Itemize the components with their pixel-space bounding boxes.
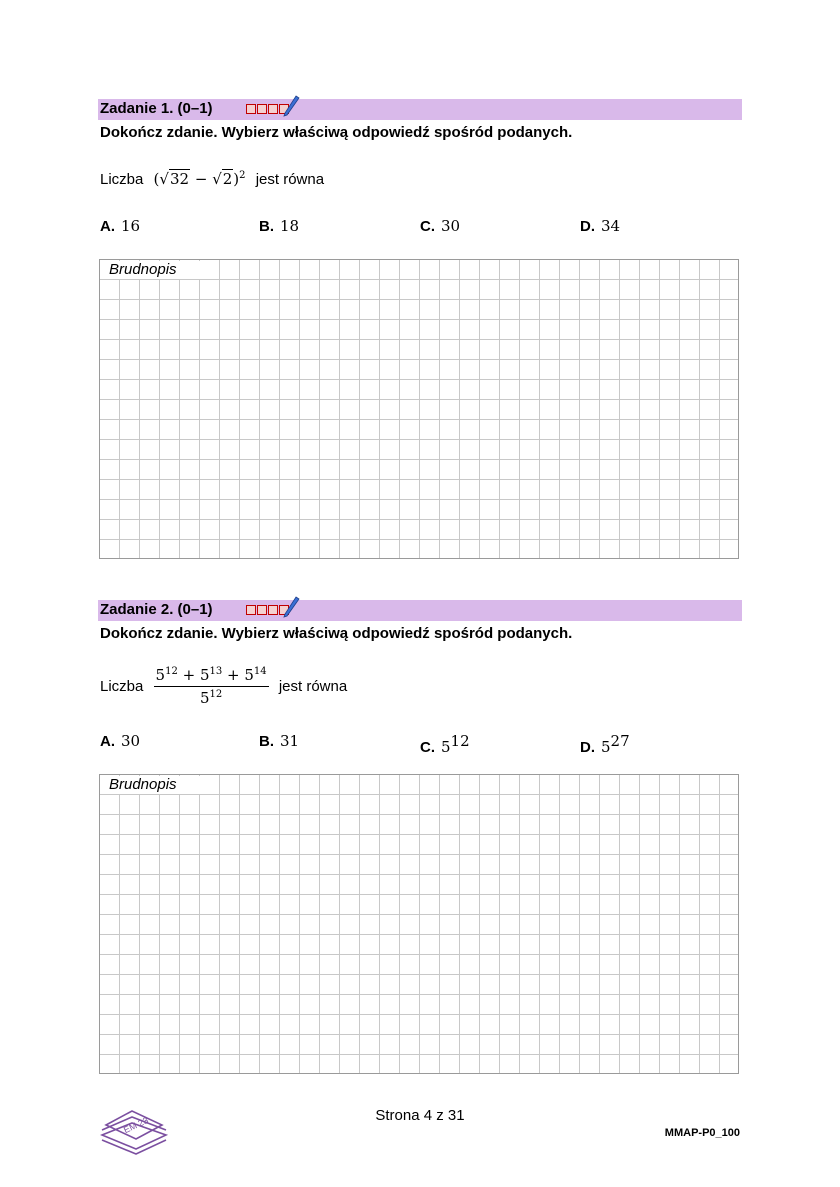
task-2-header <box>98 600 742 621</box>
fraction-expression: $\frac{5^{12} + 5^{13} + 5^{14}}{5^{12}}$ <box>155 666 267 707</box>
question-suffix: jest równa <box>278 678 348 695</box>
scratch-grid-2[interactable] <box>99 774 739 1074</box>
answer-a[interactable]: A. 30 <box>100 732 141 750</box>
answer-b[interactable]: B. 18 <box>259 217 300 235</box>
scratch-label: Brudnopis <box>101 261 207 279</box>
task-1-title: Zadanie 1. (0–1) <box>100 100 213 117</box>
page-number: Strona 4 z 31 <box>375 1107 465 1124</box>
question-prefix: Liczba <box>100 678 144 695</box>
answer-d[interactable]: D. $5^{27}$ <box>580 732 630 756</box>
pen-icon <box>282 596 300 620</box>
answer-a[interactable]: A. 16 <box>100 217 141 235</box>
scratch-label: Brudnopis <box>101 776 207 794</box>
answer-b[interactable]: B. 31 <box>259 732 300 750</box>
task-1-question <box>100 170 324 188</box>
task-2-question <box>100 666 347 707</box>
question-suffix: jest równa <box>255 171 325 188</box>
svg-text:EM 23: EM 23 <box>122 1115 150 1136</box>
scratch-grid-1[interactable] <box>99 259 739 559</box>
exam-code: MMAP-P0_100 <box>664 1127 740 1139</box>
expression: $(√32 - √2)^2$ <box>153 170 246 188</box>
answer-c[interactable]: C. 30 <box>420 217 461 235</box>
task-2-title: Zadanie 2. (0–1) <box>100 601 213 618</box>
answer-c[interactable]: C. $5^{12}$ <box>420 732 470 756</box>
answer-d[interactable]: D. 34 <box>580 217 621 235</box>
task-2-instruction: Dokończ zdanie. Wybierz właściwą odpowiedź spośród podanych. <box>100 625 573 642</box>
pen-icon <box>282 95 300 119</box>
task-1-header <box>98 99 742 120</box>
task-1-instruction: Dokończ zdanie. Wybierz właściwą odpowiedź spośród podanych. <box>100 124 573 141</box>
question-prefix: Liczba <box>100 171 144 188</box>
